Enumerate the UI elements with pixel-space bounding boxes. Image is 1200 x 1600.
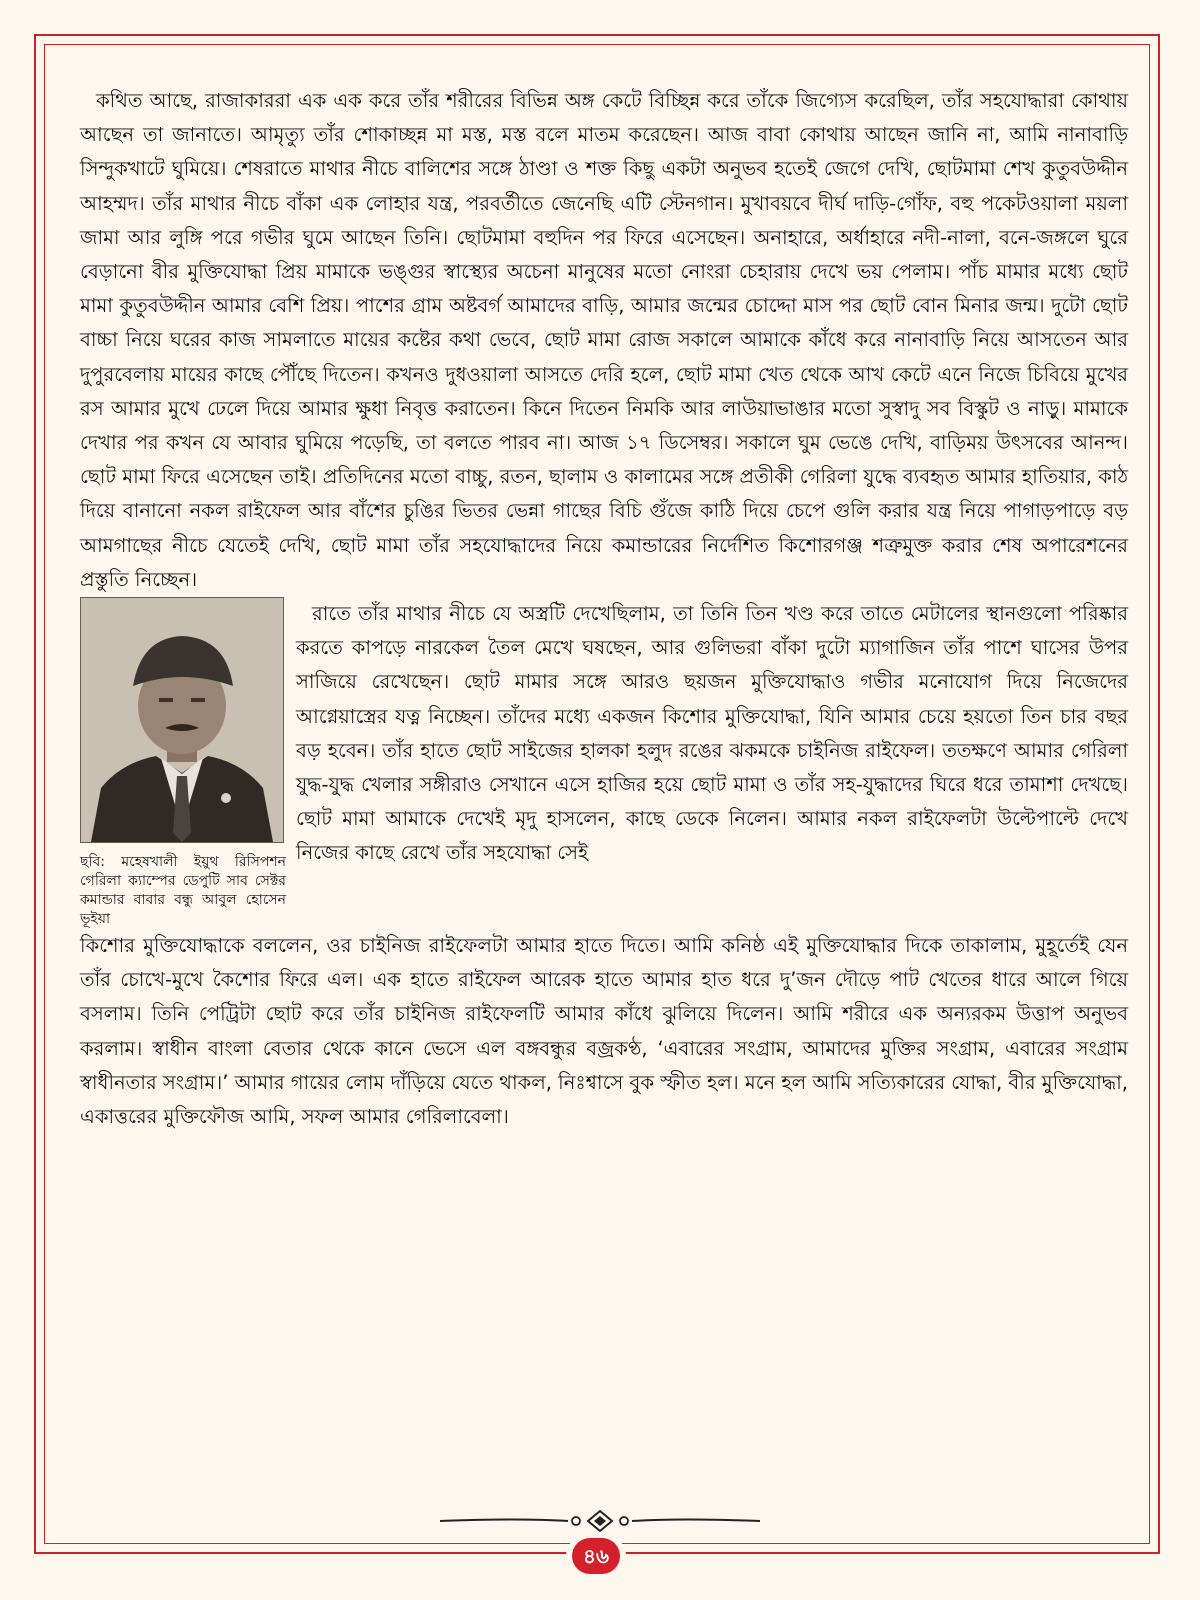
photo-figure [80,597,286,929]
article-body [80,84,1128,1134]
portrait-illustration [81,598,283,842]
paragraph-1: কথিত আছে, রাজাকাররা এক এক করে তাঁর শরীরের বিভিন্ন অঙ্গ কেটে বিচ্ছিন্ন করে তাঁকে জিগ্যেস করেছিল, তাঁর সহযোদ্ধারা কোথায় আছেন তা জানাতে। আমৃত্যু তাঁর শোকাচ্ছন্ন মা মস্ত, মস্ত বলে মাতম করেছেন। আজ বাবা কোথায় আছেন জানি না, আমি নানাবাড়ি সিন্দুকখাটে ঘুমিয়ে। শেষরাতে মাথার নীচে বালিশের সঙ্গে ঠাণ্ডা ও শক্ত কিছু একটা অনুভব হতেই জেগে দেখি, ছোটমামা শেখ কুতুবউদ্দীন আহম্মদ। তাঁর মাথার নীচে বাঁকা এক লোহার যন্ত্র, পরবর্তীতে জেনেছি এটি স্টেনগান। মুখাবয়বে দীর্ঘ দাড়ি-গোঁফ, বহু পকেটওয়ালা ময়লা জামা আর লুঙ্গি পরে গভীর ঘুমে আছেন তিনি। ছোটমামা বহুদিন পর ফিরে এসেছেন। অনাহারে, অর্ধাহারে নদী-নালা, বনে-জঙ্গলে ঘুরে বেড়ানো বীর মুক্তিযোদ্ধা প্রিয় মামাকে ভঙ্গুর স্বাস্থ্যের অচেনা মানুষের মতো নোংরা চেহারায় দেখে ভয় পেলাম। পাঁচ মামার মধ্যে ছোট মামা কুতুবউদ্দীন আমার বেশি প্রিয়। পাশের গ্রাম অষ্টবর্গ আমাদের বাড়ি, আমার জন্মের চোদ্দো মাস পর ছোট বোন মিনার জন্ম। দুটো ছোট বাচ্চা নিয়ে ঘরের কাজ সামলাতে মায়ের কষ্টের কথা ভেবে, ছোট মামা রোজ সকালে আমাকে কাঁধে করে নানাবাড়ি নিয়ে আসতেন আর দুপুরবেলায় মায়ের কাছে পৌঁছে দিতেন। কখনও দুধওয়ালা আসতে দেরি হলে, ছোট মামা খেত থেকে আখ কেটে এনে নিজে চিবিয়ে মুখের রস আমার মুখে ঢেলে দিয়ে আমার ক্ষুধা নিবৃত্ত করাতেন। কিনে দিতেন নিমকি আর লাউয়াভাঙার মতো সুস্বাদু সব বিস্কুট ও নাড়ু। মামাকে দেখার পর কখন যে আবার ঘুমিয়ে পড়েছি, তা বলতে পারব না। আজ ১৭ ডিসেম্বর। সকালে ঘুম ভেঙে দেখি, বাড়িময় উৎসবের আনন্দ। ছোট মামা ফিরে এসেছেন তাই। প্রতিদিনের মতো বাচ্চু, রতন, ছালাম ও কালামের সঙ্গে প্রতীকী গেরিলা যুদ্ধে ব্যবহৃত আমার হাতিয়ার, কাঠ দিয়ে বানানো নকল রাইফেল আর বাঁশের চুঙির ভিতর ভেন্না গাছের বিচি গুঁজে কাঠি দিয়ে চেপে গুলি করার যন্ত্র নিয়ে পাগাড়পাড়ে বড় আমগাছের নীচে যেতেই দেখি, ছোট মামা তাঁর সহযোদ্ধাদের নিয়ে কমান্ডারের নির্দেশিত কিশোরগঞ্জ শত্রুমুক্ত করার শেষ অপারেশনের প্রস্তুতি নিচ্ছেন। [80,89,1128,591]
footer-ornament [440,1508,760,1534]
paragraph-3: কিশোর মুক্তিযোদ্ধাকে বললেন, ওর চাইনিজ রাইফেলটা আমার হাতে দিতে। আমি কনিষ্ঠ এই মুক্তিযোদ্ধার দিকে তাকালাম, মুহূর্তেই যেন তাঁর চোখে-মুখে কৈশোর ফিরে এল। এক হাতে রাইফেল আরেক হাতে আমার হাত ধরে দু’জন দৌড়ে পাট খেতের ধারে আলে গিয়ে বসলাম। তিনি পেট্রিটা ছোট করে তাঁর চাইনিজ রাইফেলটি আমার কাঁধে ঝুলিয়ে দিলেন। আমি শরীরে এক অন্যরকম উত্তাপ অনুভব করলাম। স্বাধীন বাংলা বেতার থেকে কানে ভেসে এল বঙ্গবন্ধুর বজ্রকণ্ঠ, ‘এবারের সংগ্রাম, আমাদের মুক্তির সংগ্রাম, এবারের সংগ্রাম স্বাধীনতার সংগ্রাম।’ আমার গায়ের লোম দাঁড়িয়ে যেতে থাকল, নিঃশ্বাসে বুক স্ফীত হল। মনে হল আমি সত্যিকারের যোদ্ধা, বীর মুক্তিযোদ্ধা, একাত্তরের মুক্তিফৌজ আমি, সফল আমার গেরিলাবেলা। [80,934,1128,1129]
paragraph-2: রাতে তাঁর মাথার নীচে যে অস্ত্রটি দেখেছিলাম, তা তিনি তিন খণ্ড করে তাতে মেটালের স্থানগুলো পরিষ্কার করতে কাপড়ে নারকেল তৈল মেখে ঘষছেন, আর গুলিভরা বাঁকা দুটো ম্যাগাজিন তাঁর পাশে ঘাসের উপর সাজিয়ে রেখেছেন। ছোট মামার সঙ্গে আরও ছয়জন মুক্তিযোদ্ধাও গভীর মনোযোগ দিয়ে নিজেদের আগ্নেয়াস্ত্রের যত্ন নিচ্ছেন। তাঁদের মধ্যে একজন কিশোর মুক্তিযোদ্ধা, যিনি আমার চেয়ে হয়তো তিন চার বছর বড় হবেন। তাঁর হাতে ছোট সাইজের হালকা হলুদ রঙের ঝকমকে চাইনিজ রাইফেল। ততক্ষণে আমার গেরিলা যুদ্ধ-যুদ্ধ খেলার সঙ্গীরাও সেখানে এসে হাজির হয়ে ছোট মামা ও তাঁর সহ-যুদ্ধাদের ঘিরে ধরে তামাশা দেখছে। ছোট মামা আমাকে দেখেই মৃদু হাসলেন, কাছে ডেকে নিলেন। আমার নকল রাইফেলটা উল্টেপাল্টে দেখে নিজের কাছে রেখে তাঁর সহযোদ্ধা সেই [296,602,1128,865]
portrait-photo [80,597,284,843]
photo-caption: ছবি: মহেষখালী ইয়ুথ রিসিপশন গেরিলা ক্যাম্পের ডেপুটি সাব সেক্টর কমান্ডার বাবার বন্ধু আবুল হোসেন ভূইয়া [80,854,286,928]
page-number: ৪৬ [572,1538,620,1574]
